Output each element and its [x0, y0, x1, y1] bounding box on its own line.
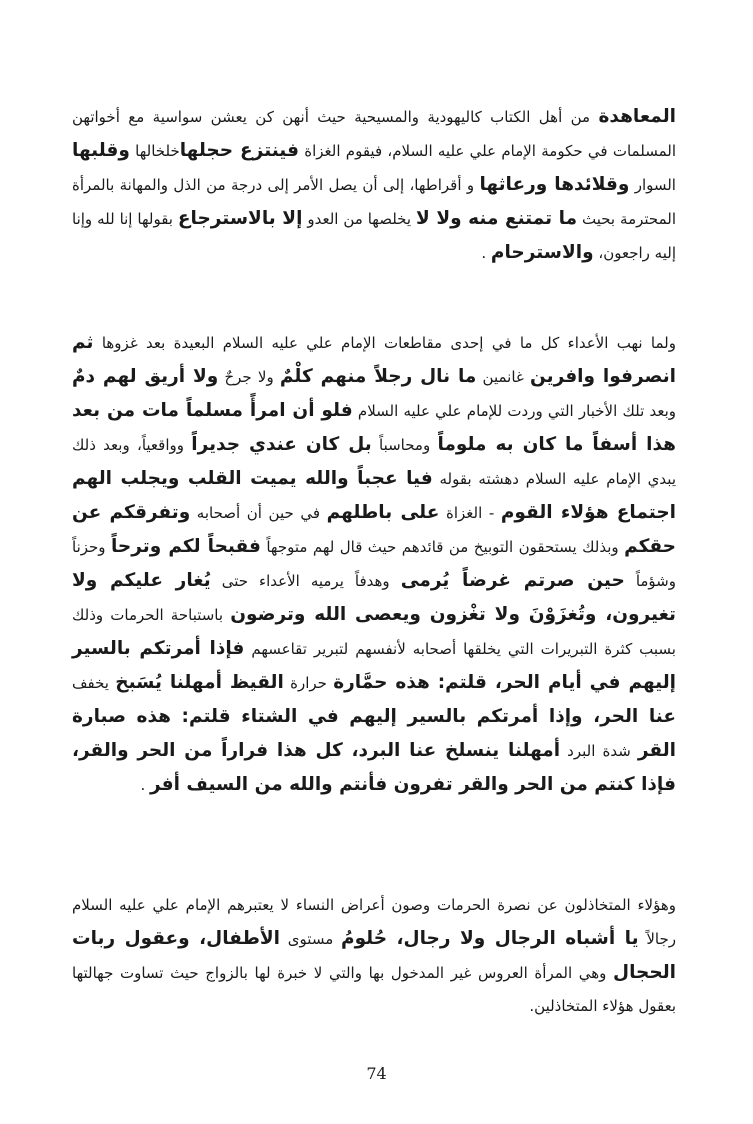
text-run: . [140, 776, 151, 794]
bold-quote-run: أمهلنا ينسلخ عنا البرد، كل هذا فراراً من الحر والقر، فإذا كنتم من الحر والقر تفرون فأنتم والله من السيف أفر [72, 740, 676, 795]
bold-quote-run: عنا الحر، وإذا أمرتكم بالسير إليهم في الشتاء قلتم: هذه صبارة القر [72, 706, 676, 761]
bold-quote-run: وقلائدها ورعاثها [479, 174, 630, 195]
text-run: وحزناً وشؤماً [72, 538, 676, 590]
bold-quote-run: فقبحاً لكم وترحاً [110, 536, 261, 557]
page-number: 74 [366, 1064, 387, 1083]
bold-quote-run: فلو أن امرأً مسلماً مات من بعد هذا أسفاً ما كان به ملوماً [72, 400, 676, 455]
bold-quote-run: وقلبها [72, 140, 130, 161]
text-run: السوار [629, 176, 676, 194]
bold-quote-run: حين صرتم غرضاً يُرمى [400, 570, 625, 591]
text-run: وهدفاً يرميه الأعداء حتى [210, 572, 401, 590]
bold-quote-run: يُغار عليكم ولا تغيرون، وتُغزَوْنَ ولا تغْزون ويعصى الله وترضون [72, 570, 676, 625]
text-run: وبذلك يستحقون التوبيخ من قائدهم حيث قال لهم متوجهاً [260, 538, 625, 556]
bold-quote-run: الأطفال، وعقول ربات الحجال [72, 928, 676, 983]
bold-quote-run: فإذا أمرتكم بالسير إليهم في أيام الحر، قلتم: هذه حمَّارة [72, 638, 677, 693]
text-run: بقولها إنا لله وإنا إليه راجعون، [72, 210, 676, 262]
bold-quote-run: وتفرقكم عن حقكم [72, 502, 676, 557]
bold-quote-run: ما نال رجلاً منهم كلْمٌ [279, 366, 477, 387]
bold-quote-run: على باطلهم [326, 502, 440, 523]
text-run: حرارة [283, 674, 334, 692]
text-run: من أهل الكتاب كاليهودية والمسيحية حيث أنهن كن يعشن سواسية مع أخواتهن المسلمات في حكومة الإمام علي عليه السلام، فيقوم الغزاة [72, 108, 676, 160]
bold-quote-run: ولا أريق لهم دمٌ [72, 366, 219, 387]
bold-quote-run: فيا عجباً والله يميت القلب ويجلب الهم اجتماع هؤلاء القوم [72, 468, 677, 523]
text-run: باستباحة الحرمات وذلك بسبب كثرة التبريرات التي يخلقها أصحابه لأنفسهم لتبرير تقاعسهم [72, 606, 676, 658]
paragraph-2 [72, 326, 676, 802]
bold-quote-run: والاسترحام [490, 242, 594, 263]
text-run: وبعد تلك الأخبار التي وردت للإمام علي عليه السلام [352, 402, 676, 420]
text-run: ومحاسباً [371, 436, 438, 454]
bold-quote-run: بل كان عندي جديراً [191, 434, 372, 455]
text-run: يخلصها من العدو [302, 210, 416, 228]
text-run: وهؤلاء المتخاذلون عن نصرة الحرمات وصون أعراض النساء لا يعتبرهم الإمام علي عليه السلام رجالاً [72, 896, 676, 948]
bold-quote-run: إلا بالاسترجاع [177, 208, 303, 229]
text-run: ولا جرحٌ [218, 368, 280, 386]
bold-quote-run: ثم انصرفوا وافرين [72, 332, 676, 387]
text-run: خلخالها [129, 142, 180, 160]
text-run: وواقعياً، وبعد ذلك يبدي الإمام عليه السلام دهشته بقوله [72, 436, 676, 488]
text-run: يخفف [72, 674, 116, 692]
bold-quote-run: يا أشباه الرجال ولا رجال، حُلومُ [341, 928, 639, 949]
text-run: . [481, 244, 491, 262]
paragraph-3 [72, 889, 676, 1023]
bold-quote-run: المعاهدة [598, 106, 676, 127]
bold-quote-run: ما تمتنع منه ولا لا [415, 208, 578, 229]
bold-quote-run: القيظ أمهلنا يُسَبخ [115, 672, 284, 693]
text-run: ولما نهب الأعداء كل ما في إحدى مقاطعات الإمام علي عليه السلام البعيدة بعد غزوها [93, 334, 676, 352]
text-run: في حين أن أصحابه [190, 504, 327, 522]
text-run: غانمين [476, 368, 530, 386]
text-run: شدة البرد [560, 742, 638, 760]
text-run: وهي المرأة العروس غير المدخول بها والتي لا خبرة لها بالزواج حيث تساوت جهالتها بعقول هؤلاء المتخاذلين. [72, 964, 676, 1015]
paragraph-1 [72, 100, 676, 270]
bold-quote-run: فينتزع حجلها [179, 140, 299, 161]
text-run: و أقراطها، إلى أن يصل الأمر إلى درجة من الذل والمهانة بالمرأة المحترمة بحيث [72, 176, 676, 228]
text-run: مستوى [280, 930, 342, 948]
text-run: - الغزاة [439, 504, 501, 522]
